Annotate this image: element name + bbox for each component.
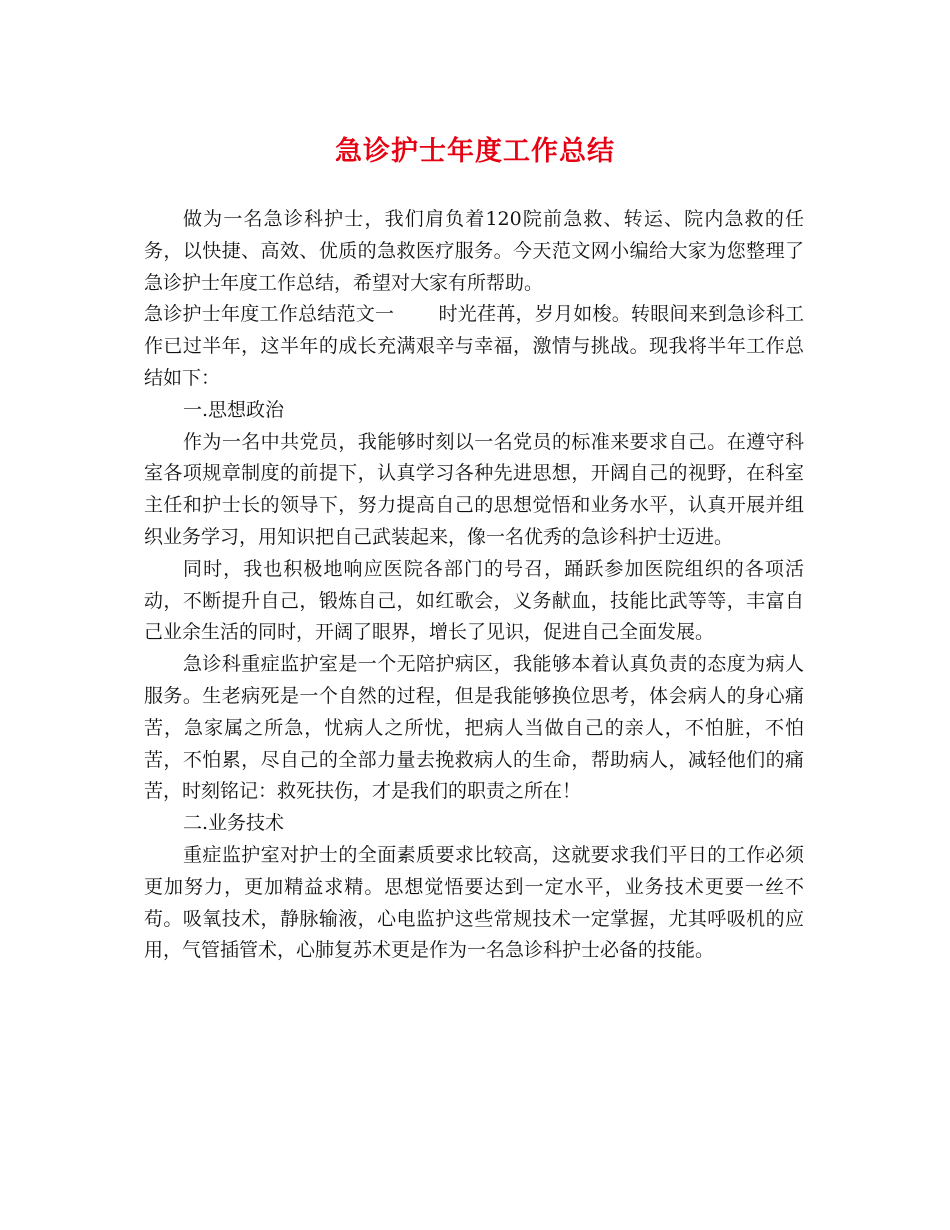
politics-paragraph-1: 作为一名中共党员，我能够时刻以一名党员的标准来要求自己。在遵守科室各项规章制度的前提下，认真学习各种先进思想，开阔自己的视野，在科室主任和护士长的领导下，努力提高自己的思想觉悟和业务水平，认真开展并组织业务学习，用知识把自己武装起来，像一名优秀的急诊科护士迈进。 — [144, 430, 804, 548]
document-title: 急诊护士年度工作总结 — [335, 136, 615, 167]
intro-paragraph: 做为一名急诊科护士，我们肩负着120院前急救、转运、院内急救的任务，以快捷、高效、优质的急救医疗服务。今天范文网小编给大家为您整理了急诊护士年度工作总结，希望对大家有所帮助。 — [144, 208, 804, 294]
skills-paragraph: 重症监护室对护士的全面素质要求比较高，这就要求我们平日的工作必须更加努力，更加精益求精。思想觉悟要达到一定水平，业务技术更要一丝不苟。吸氧技术，静脉输液，心电监护这些常规技术一定掌握，尤其呼吸机的应用，气管插管术，心肺复苏术更是作为一名急诊科护士必备的技能。 — [144, 843, 804, 962]
sample-opening: 时光荏苒，岁月如梭。转眼间来到急诊科工作已过半年，这半年的成长充满艰辛与幸福，激情与挑战。现我将半年工作总结如下： — [144, 303, 804, 389]
politics-paragraph-3: 急诊科重症监护室是一个无陪护病区，我能够本着认真负责的态度为病人服务。生老病死是一个自然的过程，但是我能够换位思考，体会病人的身心痛苦，急家属之所急，忧病人之所忧，把病人当做自己的亲人，不怕脏，不怕苦，不怕累，尽自己的全部力量去挽救病人的生命，帮助病人，减轻他们的痛苦，时刻铭记：救死扶伤，才是我们的职责之所在！ — [144, 653, 804, 803]
politics-paragraph-2: 同时，我也积极地响应医院各部门的号召，踊跃参加医院组织的各项活动，不断提升自己，锻炼自己，如红歌会，义务献血，技能比武等等，丰富自己业余生活的同时，开阔了眼界，增长了见识，促进自己全面发展。 — [144, 557, 804, 644]
document-body — [144, 204, 804, 967]
sample-paragraph — [144, 299, 804, 394]
section-heading-politics: 一.思想政治 — [183, 398, 285, 421]
sample-label: 急诊护士年度工作总结范文一 — [144, 303, 395, 326]
section-heading-skills: 二.业务技术 — [183, 812, 285, 835]
